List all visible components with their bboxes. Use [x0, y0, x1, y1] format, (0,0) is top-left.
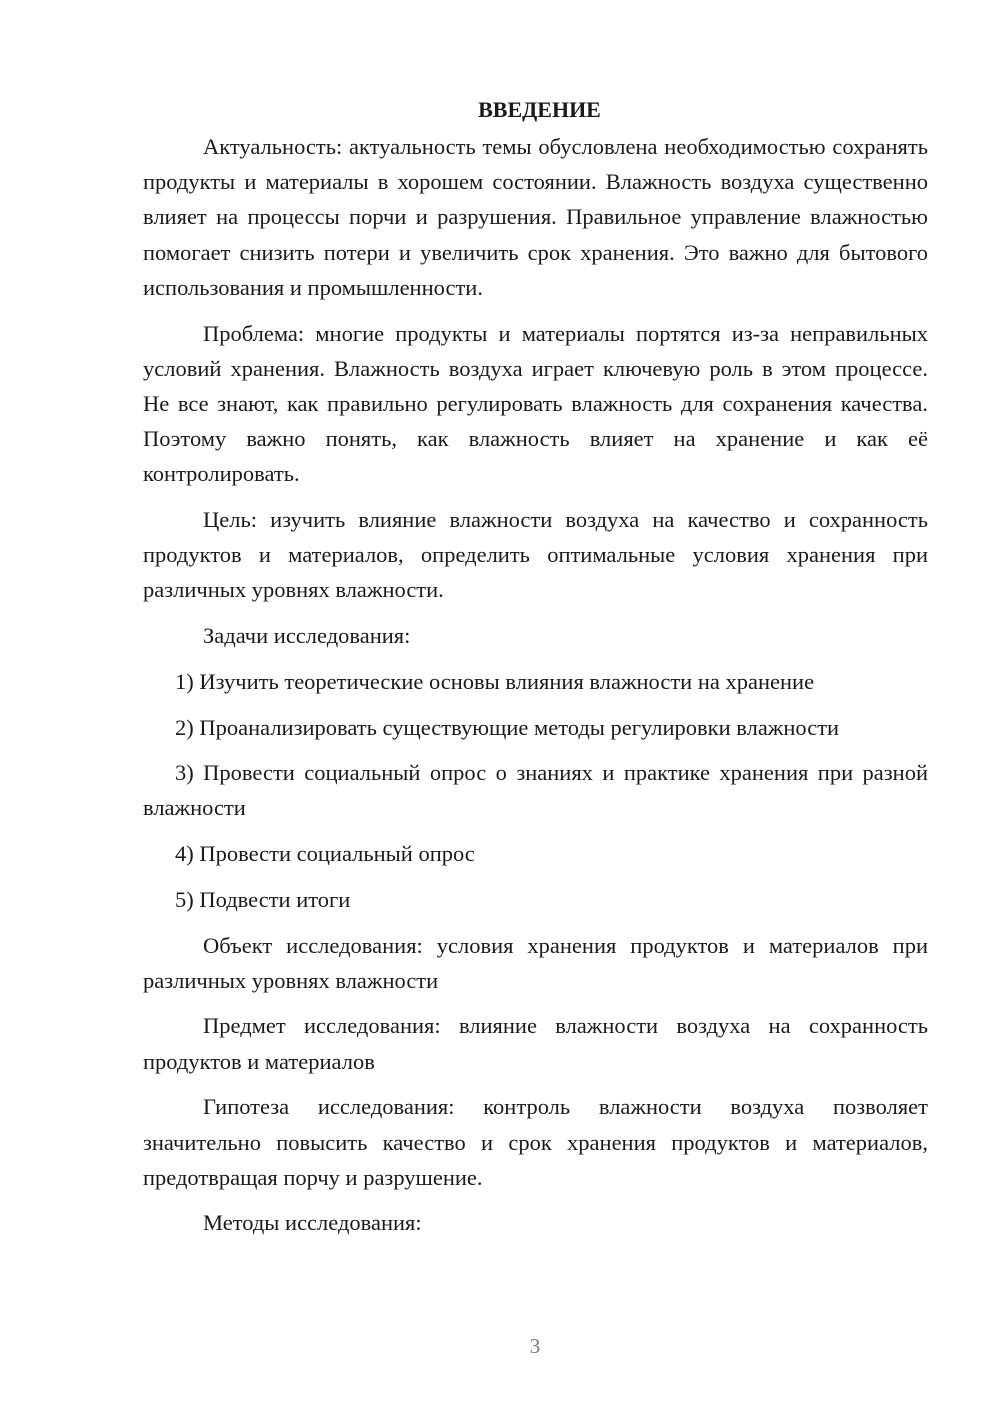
paragraph-relevance: Актуальность: актуальность темы обусловлена необходимостью сохранять продукты и материалы в хорошем состоянии. Влажность воздуха существенно влияет на процессы порчи и разрушения. Правильное управление влажностью помогает снизить потери и увеличить срок хранения. Это важно для бытового использования и промышленности. — [143, 134, 928, 300]
list-item: 3) Провести социальный опрос о знаниях и практике хранения при разной влажности — [143, 760, 928, 821]
tasks-list — [143, 664, 928, 917]
list-item: 5) Подвести итоги — [175, 886, 351, 912]
page-content — [143, 92, 928, 1251]
page-title: ВВЕДЕНИЕ — [478, 97, 601, 122]
list-item: 4) Провести социальный опрос — [175, 841, 475, 867]
tasks-heading: Задачи исследования: — [203, 623, 411, 649]
methods-heading: Методы исследования: — [203, 1210, 422, 1236]
list-item: 1) Изучить теоретические основы влияния влажности на хранение — [175, 668, 815, 694]
paragraph-subject: Предмет исследования: влияние влажности воздуха на сохранность продуктов и материалов — [143, 1013, 928, 1074]
paragraph-goal: Цель: изучить влияние влажности воздуха на качество и сохранность продуктов и материалов, определить оптимальные условия хранения при различных уровнях влажности. — [143, 507, 928, 603]
paragraph-problem: Проблема: многие продукты и материалы портятся из-за неправильных условий хранения. Влажность воздуха играет ключевую роль в этом процессе. Не все знают, как правильно регулировать влажность для сохранения качества. Поэтому важно понять, как влажность влияет на хранение и как её контролировать. — [143, 320, 928, 487]
page-number: 3 — [529, 1334, 541, 1358]
paragraph-object: Объект исследования: условия хранения продуктов и материалов при различных уровнях влажности — [143, 932, 928, 993]
list-item: 2) Проанализировать существующие методы регулировки влажности — [175, 714, 840, 740]
paragraph-hypothesis: Гипотеза исследования: контроль влажности воздуха позволяет значительно повысить качество и срок хранения продуктов и материалов, предотвращая порчу и разрушение. — [143, 1094, 928, 1190]
